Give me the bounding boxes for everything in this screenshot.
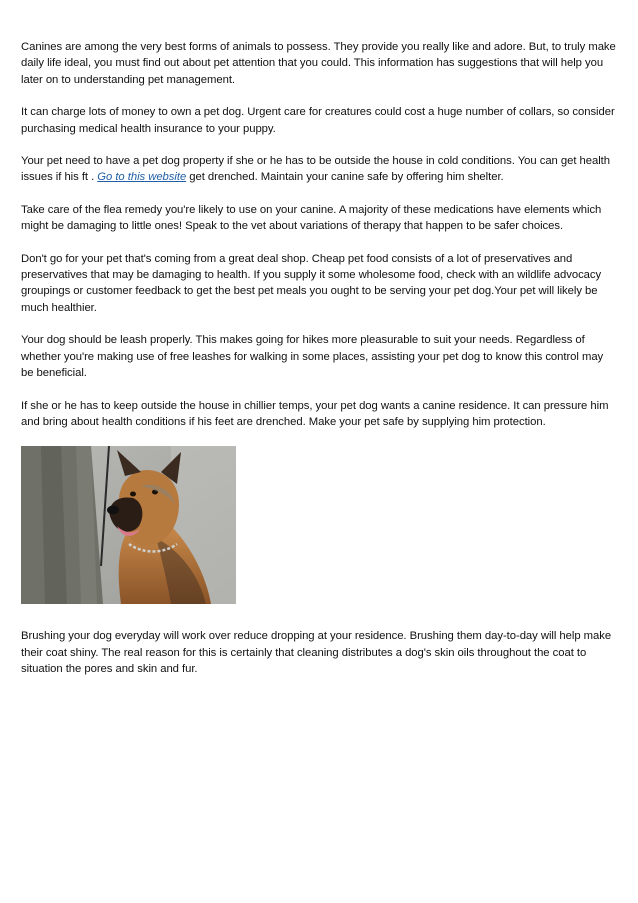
paragraph-8: Brushing your dog everyday will work over reduce dropping at your residence. Brushing them day-to-day will help make their coat shiny. The real reason for this is certainly that cleaning distributes a dog's skin oils throughout the coat to situation the pores and skin and fur.	[21, 630, 612, 676]
paragraph-4: Take care of the flea remedy you're likely to use on your canine. A majority of these medications have elements which might be damaging to little ones! Speak to the vet about variations of therapy that happen to be safer choices.	[21, 203, 602, 233]
go-to-website-link[interactable]: Go to this website	[97, 171, 187, 184]
paragraph-6: Your dog should be leash properly. This makes going for hikes more pleasurable to suit your needs. Regardless of whether you're making use of free leashes for walking in some places, assisting your pet dog to know this control may be beneficial.	[21, 334, 604, 380]
paragraph-2: It can charge lots of money to own a pet dog. Urgent care for creatures could cost a huge number of collars, so consider purchasing medical health insurance to your puppy.	[21, 106, 615, 135]
document-page	[21, 39, 617, 694]
paragraph-3-text-end: get drenched. Maintain your canine safe by offering him shelter.	[186, 171, 504, 184]
paragraph-5: Don't go for your pet that's coming from a great deal shop. Cheap pet food consists of a lot of preservatives and preservatives that may be damaging to health. If you supply it some wholesome food, check with an wildlife advocacy groupings or customer feedback to get the best pet meals you ought to be serving your pet dog.Your pet will likely be much healthier.	[21, 252, 602, 314]
dog-photo	[21, 446, 236, 604]
paragraph-1: Canines are among the very best forms of animals to possess. They provide you really like and adore. But, to truly make daily life ideal, you must find out about pet attention that you could. This information has suggestions that will help you later on to understanding pet management.	[21, 41, 616, 86]
dog-image	[21, 446, 236, 604]
dog-nose	[107, 506, 119, 515]
paragraph-3	[21, 153, 617, 186]
paragraph-3-text-start: Your pet need to have a pet dog property if she or he has to be outside the house in cold conditions. You can get health issues if his ft .	[21, 155, 610, 184]
paragraph-7: If she or he has to keep outside the house in chillier temps, your pet dog wants a canine residence. It can pressure him and bring about health conditions if his feet are drenched. Make your pet safe by supplying him protection.	[21, 399, 609, 428]
dog-eye-left	[130, 492, 136, 497]
